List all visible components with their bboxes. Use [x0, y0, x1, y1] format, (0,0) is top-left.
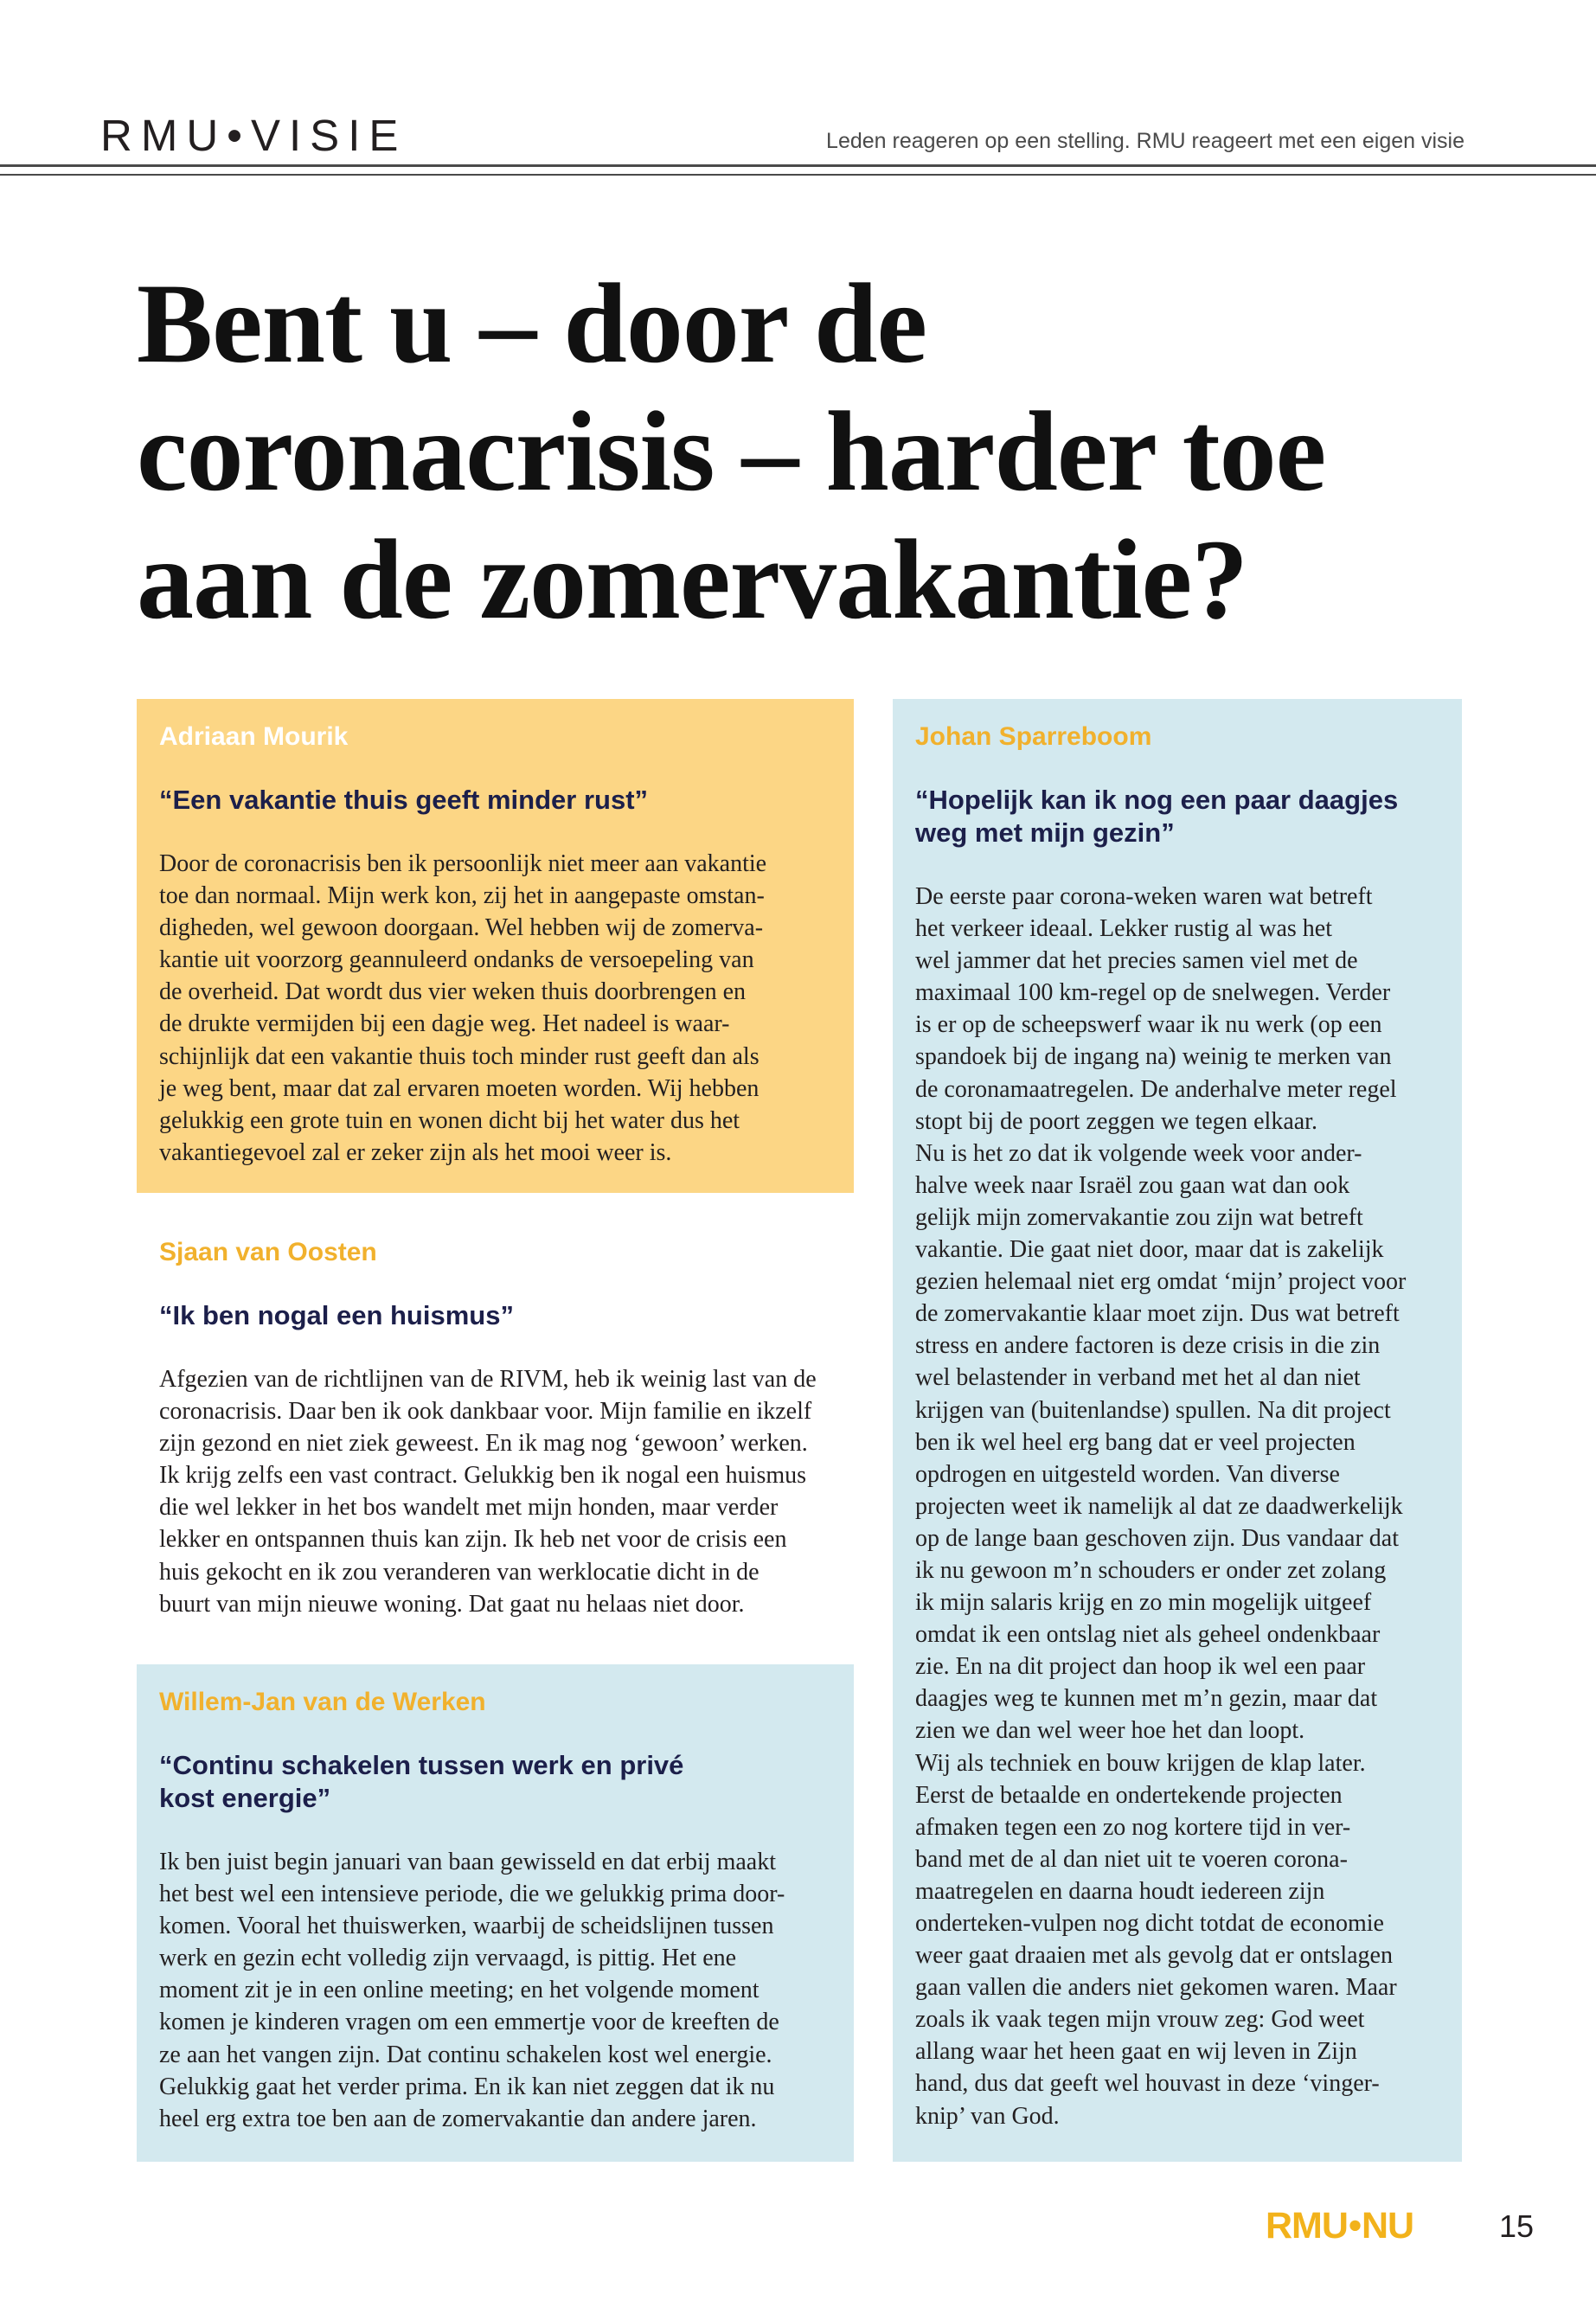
rmu-nu-logo — [1266, 2204, 1413, 2247]
respondent-name: Willem-Jan van de Werken — [159, 1688, 486, 1716]
response-box-adriaan — [137, 699, 854, 1193]
response-box-johan — [893, 699, 1462, 2162]
page-headline: Bent u – door de coronacrisis – harder toe aan de zomervakantie? — [137, 260, 1326, 643]
respondent-quote: “Een vakantie thuis geeft minder rust” — [159, 785, 649, 815]
response-box-willem-jan — [137, 1664, 854, 2162]
respondent-body: Door de coronacrisis ben ik persoonlijk niet meer aan vakantie toe dan normaal. Mijn werk kon, zij het in aangepaste omstan- digheden, wel gewoon doorgaan. Wel hebben wij de zomerva- kantie uit voorzorg geannuleerd ondanks de versoepeling van de overheid. Dat wordt dus vier weken thuis doorbrengen en de drukte vermijden bij een dagje weg. Het nadeel is waar- schijnlijk dat een vakantie thuis toch minder rust geeft dan als je weg bent, maar dat zal ervaren moeten worden. Wij hebben gelukkig een grote tuin en wonen dicht bij het water dus het vakantiegevoel zal er zeker zijn als het mooi weer is. — [159, 850, 767, 1166]
respondent-body: Afgezien van de richtlijnen van de RIVM, heb ik weinig last van de coronacrisis. Daar ben ik ook dankbaar voor. Mijn familie en ikzelf zijn gezond en niet ziek geweest. En ik mag nog ‘gewoon’ werken. Ik krijg zelfs een vast contract. Gelukkig ben ik nogal een huismus die wel lekker in het bos wandelt met mijn honden, maar verder lekker en ontspannen thuis kan zijn. Ik heb net voor de crisis een huis gekocht en ik zou veranderen van werklocatie dicht in de buurt van mijn nieuwe woning. Dat gaat nu helaas niet door. — [159, 1366, 817, 1618]
respondent-name: Johan Sparreboom — [915, 722, 1152, 751]
section-tagline: Leden reageren op een stelling. RMU reageert met een eigen visie — [826, 129, 1465, 153]
respondent-name: Adriaan Mourik — [159, 722, 349, 751]
respondent-name: Sjaan van Oosten — [159, 1238, 377, 1266]
header-rule-bottom — [0, 174, 1596, 176]
response-box-sjaan — [137, 1215, 854, 1638]
respondent-quote: “Hopelijk kan ik nog een paar daagjes weg met mijn gezin” — [915, 785, 1399, 848]
logo-text-right: NU — [1362, 2205, 1414, 2247]
respondent-body: Ik ben juist begin januari van baan gewisseld en dat erbij maakt het best wel een intensieve periode, die we gelukkig prima door- komen. Vooral het thuiswerken, waarbij de scheidslijnen tussen werk en gezin echt volledig zijn vervaagd, is pittig. Het ene moment zit je in een online meeting; en het volgende moment komen je kinderen vragen om een emmertje voor de kreeften de ze aan het vangen zijn. Dat continu schakelen kost wel energie. Gelukkig gaat het verder prima. En ik kan niet zeggen dat ik nu heel erg extra toe ben aan de zomervakantie dan andere jaren. — [159, 1849, 785, 2132]
logo-text-left: RMU — [1266, 2205, 1348, 2247]
respondent-quote: “Ik ben nogal een huismus” — [159, 1300, 514, 1330]
page-number: 15 — [1499, 2208, 1535, 2244]
respondent-body: De eerste paar corona-weken waren wat betreft het verkeer ideaal. Lekker rustig al was het wel jammer dat het precies samen viel met de maximaal 100 km-regel op de snelwegen. Verder is er op de scheepswerf waar ik nu werk (op een spandoek bij de ingang na) weinig te merken van de coronamaatregelen. De anderhalve meter regel stopt bij de poort zeggen we tegen elkaar. Nu is het zo dat ik volgende week voor ander- halve week naar Israël zou gaan wat dan ook gelijk mijn zomervakantie zou zijn wat betreft vakantie. Die gaat niet door, maar dat is zakelijk gezien helemaal niet erg omdat ‘mijn’ project voor de zomervakantie klaar moet zijn. Dus wat betreft stress en andere factoren is deze crisis in die zin wel belastender in verband met het al dan niet krijgen van (buitenlandse) spullen. Na dit project ben ik wel heel erg bang dat er veel projecten opdrogen en uitgesteld worden. Van diverse projecten weet ik namelijk al dat ze daadwerkelijk op de lange baan geschoven zijn. Dus vandaar dat ik nu gewoon m’n schouders er onder zet zolang ik mijn salaris krijg en zo min mogelijk uitgeef omdat ik een ontslag niet als geheel ondenkbaar zie. En na dit project dan hoop ik wel een paar daagjes weg te kunnen met m’n gezin, maar dat zien we dan wel weer hoe het dan loopt. Wij als techniek en bouw krijgen de klap later. Eerst de betaalde en ondertekende projecten afmaken tegen een zo nog kortere tijd in ver- band met de al dan niet uit te voeren corona- maatregelen en daarna houdt iedereen zijn onderteken-vulpen nog dicht totdat de economie weer gaat draaien met als gevolg dat er ontslagen gaan vallen die anders niet gekomen waren. Maar zoals ik vaak tegen mijn vrouw zeg: God weet allang waar het heen gaat en wij leven in Zijn hand, dus dat geeft wel houvast in deze ‘vinger- knip’ van God. — [915, 883, 1407, 2130]
header-rule-top — [0, 164, 1596, 167]
section-title: RMU•VISIE — [100, 111, 407, 160]
respondent-quote: “Continu schakelen tussen werk en privé kost energie” — [159, 1750, 684, 1813]
logo-separator: • — [1348, 2205, 1361, 2247]
